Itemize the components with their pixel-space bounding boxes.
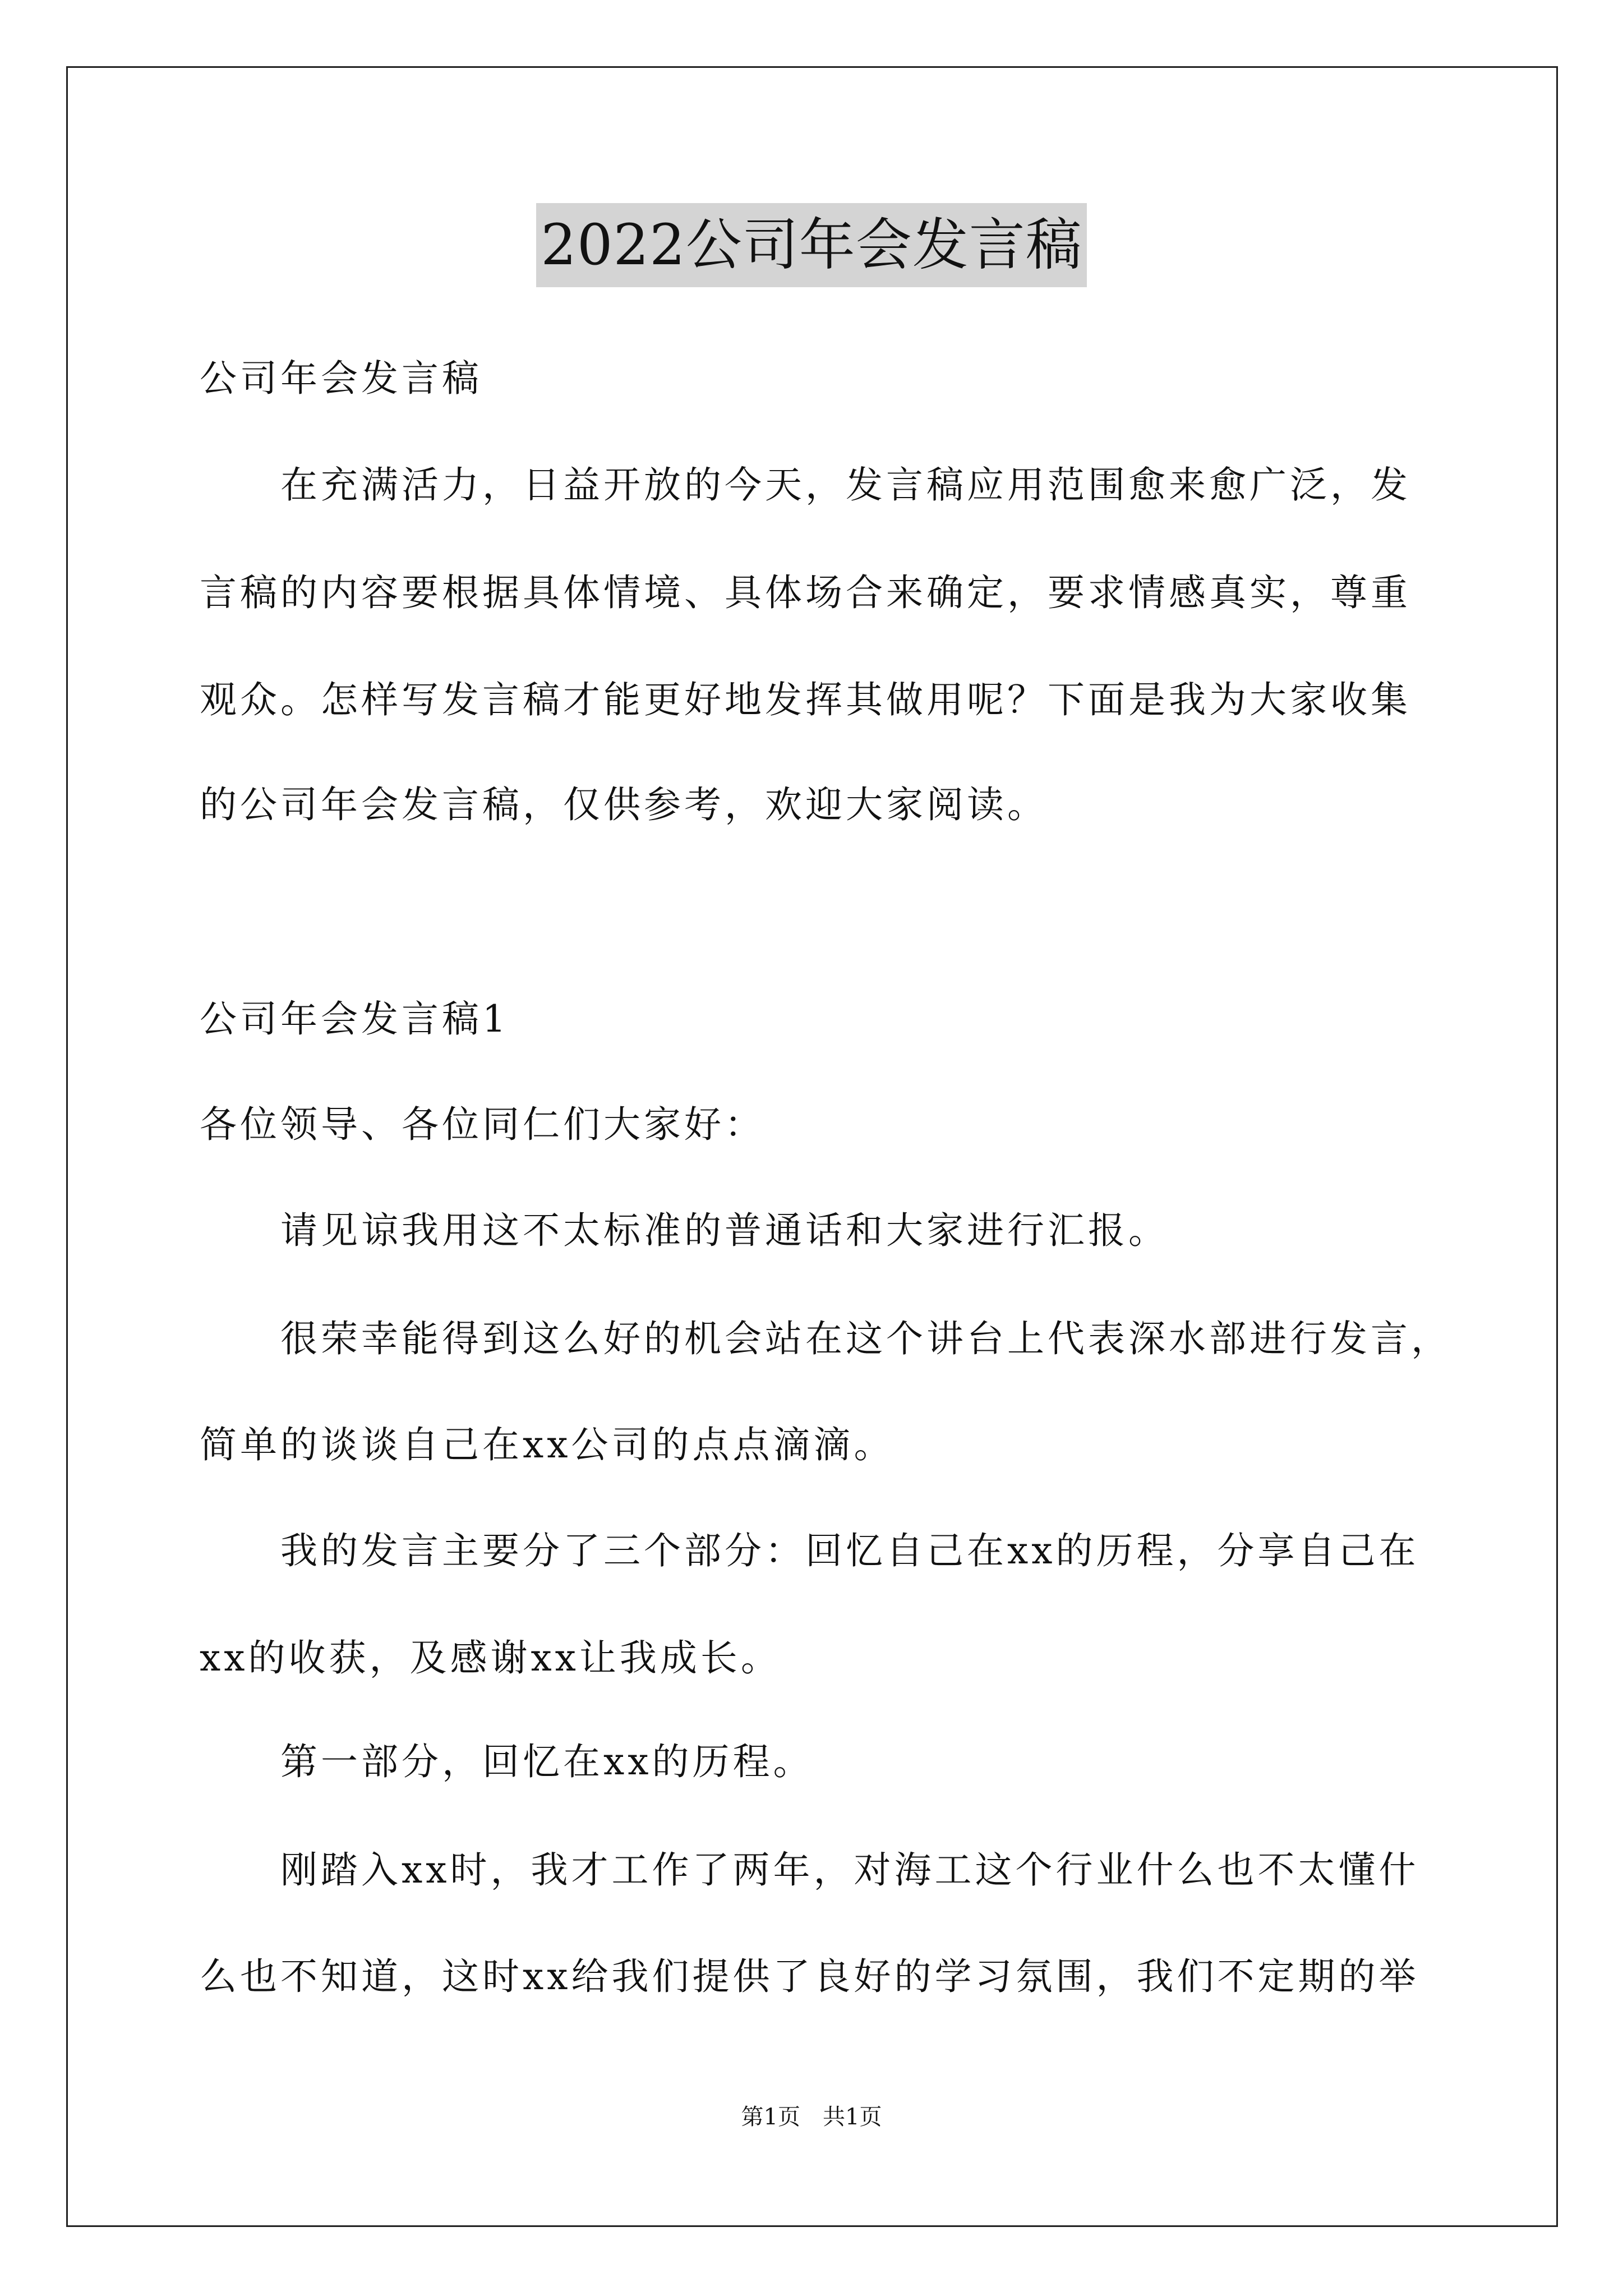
paragraph-line: 第一部分，回忆在xx的历程。 xyxy=(280,1740,814,1783)
paragraph-line: 的公司年会发言稿，仅供参考，欢迎大家阅读。 xyxy=(200,783,1048,826)
paragraph-line: xx的收获，及感谢xx让我成长。 xyxy=(200,1636,781,1680)
paragraph-line: 言稿的内容要根据具体情境、具体场合来确定，要求情感真实，尊重 xyxy=(200,571,1411,614)
paragraph-line: 刚踏入xx时，我才工作了两年，对海工这个行业什么也不太懂什 xyxy=(280,1848,1419,1892)
salutation-line: 各位领导、各位同仁们大家好： xyxy=(200,1103,765,1146)
paragraph-line: 我的发言主要分了三个部分：回忆自己在xx的历程，分享自己在 xyxy=(280,1529,1419,1572)
paragraph-line: 观众。怎样写发言稿才能更好地发挥其做用呢？下面是我为大家收集 xyxy=(200,678,1411,721)
title-container xyxy=(0,203,1623,287)
section-heading: 公司年会发言稿 xyxy=(200,357,482,400)
paragraph-line: 简单的谈谈自己在xx公司的点点滴滴。 xyxy=(200,1423,895,1466)
paragraph-line: 请见谅我用这不太标准的普通话和大家进行汇报。 xyxy=(280,1209,1169,1252)
paragraph-line: 在充满活力，日益开放的今天，发言稿应用范围愈来愈广泛，发 xyxy=(280,463,1411,507)
paragraph-line: 很荣幸能得到这么好的机会站在这个讲台上代表深水部进行发言， xyxy=(280,1317,1451,1360)
paragraph-line: 么也不知道，这时xx给我们提供了良好的学习氛围，我们不定期的举 xyxy=(200,1955,1419,1998)
section-heading: 公司年会发言稿1 xyxy=(200,997,509,1041)
page-footer: 第1页 共1页 xyxy=(741,2104,882,2130)
document-title: 2022公司年会发言稿 xyxy=(536,203,1087,287)
